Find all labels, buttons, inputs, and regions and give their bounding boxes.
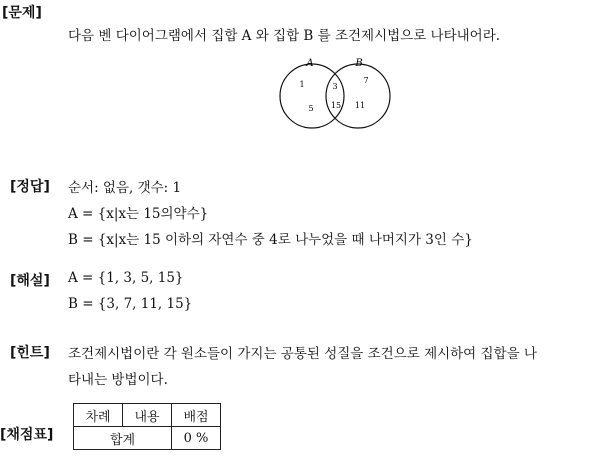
set-a-label: A xyxy=(306,58,314,69)
hint-line-2: 타내는 방법이다. xyxy=(68,372,168,388)
scoring-table xyxy=(73,403,221,450)
hint-tag: [힌트] xyxy=(10,345,50,361)
scoring-tag: [채점표] xyxy=(0,427,54,443)
answer-set-b: B = {x|x는 15 이하의 자연수 중 4로 나누었을 때 나머지가 3인 수} xyxy=(68,232,473,248)
scoring-total-label: 합계 xyxy=(74,427,172,450)
problem-text: 다음 벤 다이어그램에서 집합 A 와 집합 B 를 조건제시법으로 나타내어라. xyxy=(68,28,501,44)
solution-set-a: A = {1, 3, 5, 15} xyxy=(68,270,184,286)
a-only-element: 5 xyxy=(308,104,314,113)
scoring-header-order: 차례 xyxy=(74,404,123,427)
answer-tag: [정답] xyxy=(10,179,50,195)
scoring-total-value: 0 % xyxy=(172,427,221,450)
intersection-element: 3 xyxy=(332,82,338,91)
answer-set-a: A = {x|x는 15의약수} xyxy=(68,206,209,222)
venn-diagram xyxy=(270,55,400,135)
solution-tag: [해설] xyxy=(10,273,50,289)
a-only-element: 1 xyxy=(299,80,305,89)
solution-set-b: B = {3, 7, 11, 15} xyxy=(68,296,193,312)
scoring-header-points: 배점 xyxy=(172,404,221,427)
intersection-element: 15 xyxy=(330,101,342,110)
set-b-label: B xyxy=(355,58,363,69)
hint-line-1: 조건제시법이란 각 원소들이 가지는 공통된 성질을 조건으로 제시하여 집합을 나 xyxy=(68,346,537,362)
b-only-element: 11 xyxy=(354,101,366,110)
problem-tag: [문제] xyxy=(2,5,42,21)
answer-meta: 순서: 없음, 갯수: 1 xyxy=(68,180,182,196)
scoring-header-content: 내용 xyxy=(123,404,172,427)
set-b-circle xyxy=(326,64,390,128)
b-only-element: 7 xyxy=(363,76,369,85)
